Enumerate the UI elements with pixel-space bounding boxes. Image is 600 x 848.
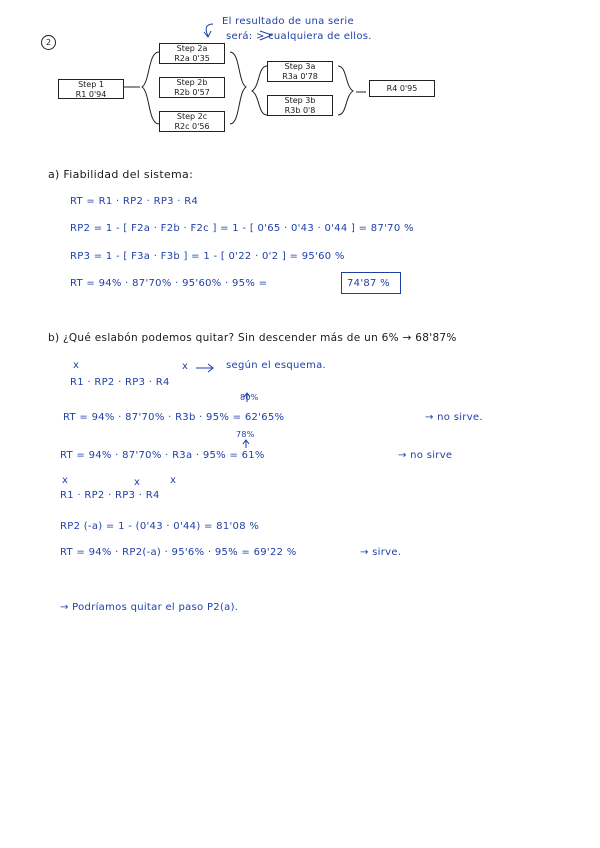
step3a-box	[267, 61, 333, 82]
pct-80: 80%	[240, 393, 259, 402]
bracket-right-parallel-3	[338, 66, 353, 115]
arrow-note: según el esquema.	[226, 360, 327, 371]
step2c-box	[159, 111, 225, 132]
step4-box	[369, 80, 435, 97]
chain-1: R1 · RP2 · RP3 · R4	[70, 377, 170, 388]
verdict-1: → no sirve.	[425, 412, 483, 423]
rt-line-1: RT = 94% · 87'70% · R3b · 95% = 62'65%	[63, 412, 285, 423]
part-a-result: 74'87 %	[347, 278, 390, 289]
step2c-value: R2c 0'56	[174, 122, 210, 131]
arrow-note-arrow	[196, 364, 213, 372]
step2b-value: R2b 0'57	[174, 88, 210, 97]
step2c-label: Step 2c	[176, 112, 208, 121]
rt-line-2: RT = 94% · 87'70% · R3a · 95% = 61%	[60, 450, 265, 461]
step1-box	[58, 79, 124, 99]
step2b-box	[159, 77, 225, 98]
part-a-line3: RP3 = 1 - [ F3a · F3b ] = 1 - [ 0'22 · 0'2 ] = 95'60 %	[70, 251, 345, 262]
part-a-line1: RT = R1 · RP2 · RP3 · R4	[70, 196, 199, 207]
step3a-label: Step 3a	[284, 62, 316, 71]
step1-value: R1 0'94	[75, 90, 107, 99]
step3b-value: R3b 0'8	[284, 106, 316, 115]
part-a-line4: RT = 94% · 87'70% · 95'60% · 95% =	[70, 278, 268, 289]
step2a-box	[159, 43, 225, 64]
pct-78: 78%	[236, 430, 255, 439]
chain-2: R1 · RP2 · RP3 · R4	[60, 490, 160, 501]
step3b-label: Step 3b	[284, 96, 316, 105]
mark-x-3: x	[62, 475, 69, 486]
diagram-annotation-line2: será: > cualquiera de ellos.	[226, 31, 372, 42]
mark-x-2: x	[182, 361, 189, 372]
conclusion: → Podríamos quitar el paso P2(a).	[60, 602, 239, 613]
step3a-value: R3a 0'78	[282, 72, 318, 81]
step3b-box	[267, 95, 333, 116]
mark-x-1: x	[73, 360, 80, 371]
bracket-left-parallel-3	[252, 66, 267, 115]
verdict-2: → no sirve	[398, 450, 453, 461]
arrow-78	[243, 440, 249, 448]
step2a-value: R2a 0'35	[174, 54, 210, 63]
mark-x-4: x	[134, 477, 141, 488]
bracket-left-parallel-2	[142, 52, 159, 124]
diagram-annotation-line1: El resultado de una serie	[222, 16, 354, 27]
part-a-line2: RP2 = 1 - [ F2a · F2b · F2c ] = 1 - [ 0'65 · 0'43 · 0'44 ] = 87'70 %	[70, 223, 414, 234]
step2b-label: Step 2b	[176, 78, 208, 87]
rt-line-3: RT = 94% · RP2(-a) · 95'6% · 95% = 69'22 %	[60, 547, 297, 558]
step4-value: R4 0'95	[386, 84, 418, 93]
part-a-title: a) Fiabilidad del sistema:	[48, 168, 194, 181]
problem-number: 2	[41, 35, 56, 50]
verdict-3: → sirve.	[360, 547, 402, 558]
mark-x-5: x	[170, 475, 177, 486]
part-b-title: b) ¿Qué eslabón podemos quitar? Sin descender más de un 6% → 68'87%	[48, 332, 457, 344]
rp2-line: RP2 (-a) = 1 - (0'43 · 0'44) = 81'08 %	[60, 521, 260, 532]
step1-label: Step 1	[78, 80, 104, 89]
step2a-label: Step 2a	[176, 44, 208, 53]
bracket-right-parallel-2	[230, 52, 246, 124]
